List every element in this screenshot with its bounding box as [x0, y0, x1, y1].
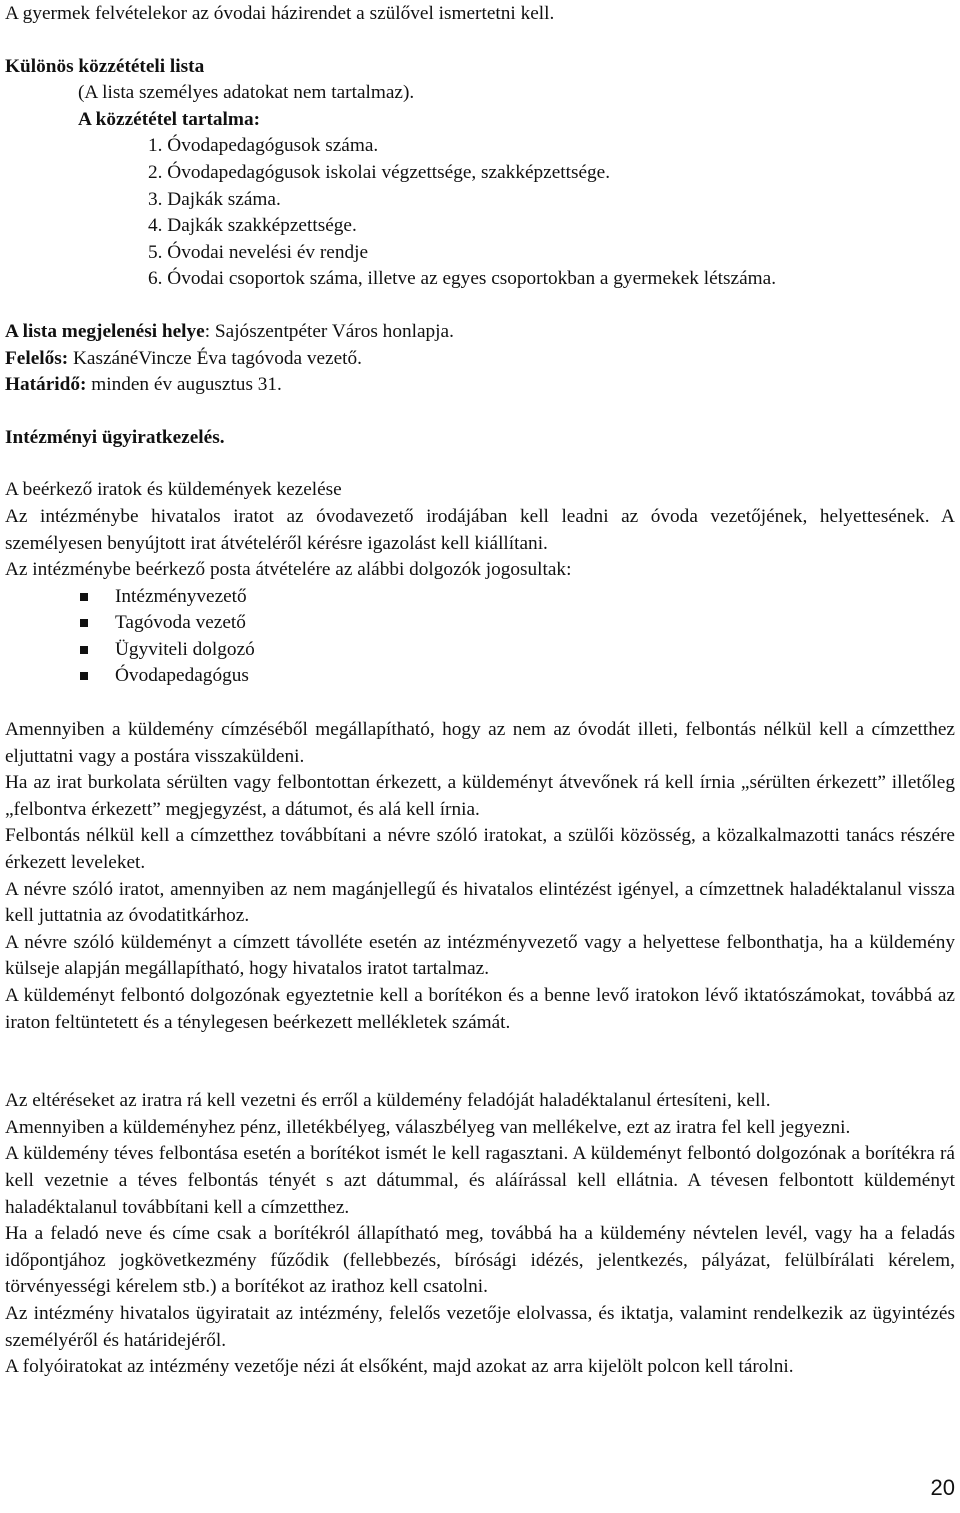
page-number: 20 — [930, 1475, 955, 1500]
square-bullet-icon — [80, 646, 88, 654]
records-paragraph: A névre szóló küldeményt a címzett távolléte esetén az intézményvezető vagy a helyettese felbonthatja, ha a küldemény külseje alapján megállapítható, hogy hivatalos iratot tartalmaz. — [5, 931, 955, 980]
records-paragraph: Ha az irat burkolata sérülten vagy felbontottan érkezett, a küldeményt átvevőnek rá kell írnia „sérülten érkezett” illetőleg „felbontva érkezett” megjegyzést, a dátumot, és alá kell írnia. — [5, 772, 955, 820]
publication-item: 3. Dajkák száma. — [148, 188, 281, 210]
authorized-item: Tagóvoda vezető — [5, 610, 955, 637]
intro-text: A gyermek felvételekor az óvodai házirendet a szülővel ismertetni kell. — [5, 3, 555, 24]
publication-item: 2. Óvodapedagógusok iskolai végzettsége, szakképzettsége. — [148, 161, 611, 183]
location-label: A lista megjelenési helye — [5, 320, 205, 342]
responsible-value: KaszánéVincze Éva tagóvoda vezető. — [68, 347, 362, 369]
records-paragraph: Az intézménybe beérkező posta átvételére az alábbi dolgozók jogosultak: — [5, 559, 572, 581]
deadline-value: minden év augusztus 31. — [86, 374, 282, 396]
authorized-item: Intézményvezető — [5, 584, 955, 611]
publication-title: Különös közzétételi lista — [5, 55, 205, 77]
records-paragraph: Ha a feladó neve és címe csak a borítékról állapítható meg, továbbá ha a küldemény névtelen levél, vagy ha a feladás időpontjához jogkövetkezmény fűződik (fellebbezés, bírósági idézés, jelentkezés, pályázat, felülbírálati kérelem, törvényességi kérelem stb.) a borítékot az irathoz kell csatolni. — [5, 1223, 955, 1298]
publication-content-heading: A közzététel tartalma: — [78, 108, 261, 130]
publication-item: 4. Dajkák szakképzettsége. — [148, 215, 357, 237]
publication-item: 6. Óvodai csoportok száma, illetve az egyes csoportokban a gyermekek létszáma. — [148, 268, 777, 290]
square-bullet-icon — [80, 619, 88, 627]
deadline-label: Határidő: — [5, 374, 87, 396]
publication-item: 1. Óvodapedagógusok száma. — [148, 135, 379, 157]
publication-location — [5, 319, 955, 346]
authorized-list — [5, 584, 955, 690]
responsible-label: Felelős: — [5, 347, 69, 369]
authorized-item: Ügyviteli dolgozó — [5, 637, 955, 664]
publication-responsible — [5, 346, 955, 373]
authorized-item: Óvodapedagógus — [5, 663, 955, 690]
square-bullet-icon — [80, 672, 88, 680]
records-paragraph: Az intézmény hivatalos ügyiratait az intézmény, felelős vezetője elolvassa, és iktatja, valamint rendelkezik az ügyintézés személyéről és határidejéről. — [5, 1302, 955, 1351]
records-paragraph: Felbontás nélkül kell a címzetthez továbbítani a névre szóló iratokat, a szülői közösség, a közalkalmazotti tanács részére érkezett leveleket. — [5, 825, 955, 874]
publication-item-list — [5, 133, 955, 293]
records-paragraph: Az eltéréseket az iratra rá kell vezetni és erről a küldemény feladóját haladéktalanul értesíteni, kell. — [5, 1090, 771, 1112]
records-subtitle: A beérkező iratok és küldemények kezelése — [5, 479, 342, 501]
records-paragraph: A folyóiratokat az intézmény vezetője nézi át elsőként, majd azokat az arra kijelölt polcon kell tárolni. — [5, 1356, 794, 1378]
location-value: : Sajószentpéter Város honlapja. — [204, 320, 454, 342]
records-paragraph: A küldeményt felbontó dolgozónak egyeztetnie kell a borítékon és a benne levő iratokon lévő iktatószámokat, továbbá az iraton feltüntetett és a ténylegesen beérkezett mellékletek számát. — [5, 985, 955, 1033]
records-paragraph: Amennyiben a küldeményhez pénz, illetékbélyeg, válaszbélyeg van mellékelve, ezt az iratra fel kell jegyezni. — [5, 1116, 851, 1138]
square-bullet-icon — [80, 593, 88, 601]
records-paragraph: A küldemény téves felbontása esetén a borítékot ismét le kell ragasztani. A küldeményt felbontó dolgozónak a borítékra rá kell vezetnie a téves felbontás tényét s azt dátummal, és aláírással kell ellátnia. A tévesen felbontott küldeményt haladéktalanul továbbítani kell a címzetthez. — [5, 1143, 955, 1218]
document-page — [5, 1, 955, 1381]
records-paragraph: Amennyiben a küldemény címzéséből megállapítható, hogy az nem az óvodát illeti, felbontás nélkül kell a címzetthez eljuttatni vagy a postára visszaküldeni. — [5, 719, 955, 767]
publication-deadline — [5, 372, 955, 399]
records-paragraph: Az intézménybe hivatalos iratot az óvodavezető irodájában kell leadni az óvoda vezetőjének, helyettesének. A személyesen benyújtott irat átvételéről kérésre igazolást kell kiállítani. — [5, 505, 955, 554]
records-paragraph: A névre szóló iratot, amennyiben az nem magánjellegű és hivatalos elintézést igényel, a címzettnek haladéktalanul vissza kell juttatnia az óvodatitkárhoz. — [5, 878, 955, 927]
records-title: Intézményi ügyiratkezelés. — [5, 426, 225, 448]
publication-note: (A lista személyes adatokat nem tartalmaz). — [78, 82, 415, 104]
publication-item: 5. Óvodai nevelési év rendje — [148, 241, 369, 263]
